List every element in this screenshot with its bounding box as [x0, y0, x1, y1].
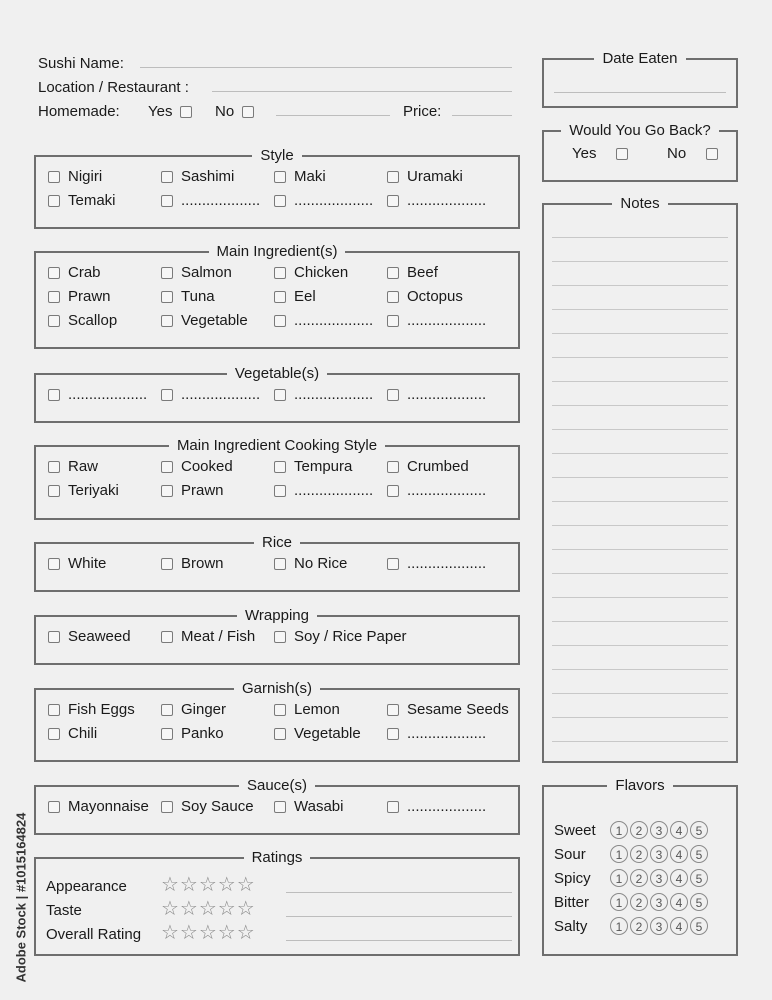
checkbox-icon[interactable]: [48, 485, 60, 497]
flavor-scale-circle[interactable]: 2: [630, 869, 648, 887]
rice-option[interactable]: [161, 554, 224, 574]
style-option[interactable]: [387, 191, 486, 211]
checkbox-icon[interactable]: [161, 267, 173, 279]
cooking-style-option-label: Teriyaki: [68, 482, 119, 499]
flavor-scale-circle[interactable]: 5: [690, 869, 708, 887]
main-ingredient-option-label: Prawn: [68, 288, 111, 305]
cooking-style-option-label: Crumbed: [407, 458, 469, 475]
checkbox-icon[interactable]: [387, 728, 399, 740]
flavor-scale-circle[interactable]: 2: [630, 845, 648, 863]
notes-line[interactable]: [552, 693, 728, 694]
notes-line[interactable]: [552, 285, 728, 286]
checkbox-icon[interactable]: [48, 267, 60, 279]
cooking-style-section: [34, 437, 520, 520]
flavor-scale-circle[interactable]: 3: [650, 821, 668, 839]
garnish-option[interactable]: [161, 700, 226, 720]
style-option-label: Maki: [294, 168, 326, 185]
notes-line[interactable]: [552, 381, 728, 382]
main-ingredient-option[interactable]: [48, 263, 101, 283]
checkbox-icon[interactable]: [387, 558, 399, 570]
style-option-label: Uramaki: [407, 168, 463, 185]
go-back-yes-label: Yes: [572, 145, 597, 162]
style-option[interactable]: [387, 167, 463, 187]
checkbox-icon[interactable]: [161, 558, 173, 570]
notes-line[interactable]: [552, 525, 728, 526]
cooking-style-option[interactable]: [161, 481, 224, 501]
star-rating-icons[interactable]: ☆☆☆☆☆: [161, 898, 256, 920]
checkbox-icon[interactable]: [274, 704, 286, 716]
main-ingredient-option-label: Eel: [294, 288, 316, 305]
rating-label: Overall Rating: [46, 926, 142, 943]
style-option-label: Temaki: [68, 192, 116, 209]
homemade-yes-label: Yes: [148, 103, 173, 120]
garnish-option[interactable]: [274, 700, 340, 720]
cooking-style-option[interactable]: [161, 457, 233, 477]
homemade-yes-option[interactable]: [148, 102, 200, 122]
style-option-label: ...................: [294, 192, 374, 209]
checkbox-icon[interactable]: [48, 728, 60, 740]
flavor-scale-circle[interactable]: 2: [630, 893, 648, 911]
flavor-scale-circle[interactable]: 3: [650, 869, 668, 887]
notes-line[interactable]: [552, 453, 728, 454]
checkbox-icon[interactable]: [274, 485, 286, 497]
price-field[interactable]: [452, 115, 512, 116]
checkbox-icon[interactable]: [387, 195, 399, 207]
go-back-yes-checkbox[interactable]: [616, 148, 628, 160]
garnish-option-label: ...................: [407, 725, 487, 742]
checkbox-icon[interactable]: [161, 291, 173, 303]
homemade-no-checkbox[interactable]: [242, 106, 254, 118]
main-ingredient-option[interactable]: [48, 287, 111, 307]
main-ingredient-option[interactable]: [387, 311, 486, 331]
garnish-option[interactable]: [161, 724, 224, 744]
checkbox-icon[interactable]: [387, 315, 399, 327]
checkbox-icon[interactable]: [48, 461, 60, 473]
garnish-option[interactable]: [387, 700, 509, 720]
flavors-section: [542, 777, 738, 956]
cooking-style-option[interactable]: [274, 457, 352, 477]
watermark: [6, 760, 28, 990]
checkbox-icon[interactable]: [161, 195, 173, 207]
date-eaten-section: [542, 50, 738, 108]
cooking-style-option-label: ...................: [294, 482, 374, 499]
checkbox-icon[interactable]: [48, 631, 60, 643]
main-ingredient-option-label: Beef: [407, 264, 438, 281]
checkbox-icon[interactable]: [161, 728, 173, 740]
location-field[interactable]: [212, 91, 512, 92]
cooking-style-option-label: Tempura: [294, 458, 353, 475]
sauce-option-label: Mayonnaise: [68, 798, 149, 815]
cooking-style-option[interactable]: [387, 481, 486, 501]
rating-comment-line[interactable]: [286, 892, 512, 893]
notes-line[interactable]: [552, 477, 728, 478]
main-ingredient-option[interactable]: [274, 287, 316, 307]
garnish-title: Garnish(s): [234, 680, 320, 697]
garnish-section: [34, 680, 520, 762]
rating-label: Taste: [46, 902, 82, 919]
flavor-scale-circle[interactable]: 5: [690, 845, 708, 863]
garnish-option-label: Lemon: [294, 701, 340, 718]
main-ingredient-option-label: Chicken: [294, 264, 349, 281]
notes-line[interactable]: [552, 357, 728, 358]
vegetable-option[interactable]: [274, 385, 373, 405]
flavor-scale-circle[interactable]: 2: [630, 917, 648, 935]
flavor-label: Sweet: [554, 822, 596, 839]
notes-line[interactable]: [552, 573, 728, 574]
sauce-option-label: Soy Sauce: [181, 798, 254, 815]
main-ingredient-option-label: Tuna: [181, 288, 215, 305]
checkbox-icon[interactable]: [48, 704, 60, 716]
main-ingredient-title: Main Ingredient(s): [209, 243, 346, 260]
flavor-scale-circle[interactable]: 1: [610, 821, 628, 839]
wrapping-option-label: Seaweed: [68, 628, 131, 645]
notes-line[interactable]: [552, 333, 728, 334]
flavor-scale-circle[interactable]: 1: [610, 917, 628, 935]
checkbox-icon[interactable]: [48, 801, 60, 813]
cooking-style-option[interactable]: [274, 481, 373, 501]
style-option[interactable]: [48, 191, 116, 211]
flavor-scale-circle[interactable]: 5: [690, 917, 708, 935]
rating-comment-line[interactable]: [286, 916, 512, 917]
go-back-no-checkbox[interactable]: [706, 148, 718, 160]
notes-line[interactable]: [552, 501, 728, 502]
flavor-label: Salty: [554, 918, 588, 935]
sauce-title: Sauce(s): [239, 777, 315, 794]
style-option[interactable]: [48, 167, 102, 187]
notes-line[interactable]: [552, 717, 728, 718]
sauce-option-label: ...................: [407, 798, 487, 815]
flavor-label: Sour: [554, 846, 586, 863]
sushi-name-label: Sushi Name:: [38, 55, 124, 72]
style-option[interactable]: [161, 167, 234, 187]
checkbox-icon[interactable]: [387, 801, 399, 813]
price-label: Price:: [403, 103, 442, 120]
flavor-scale-circle[interactable]: 1: [610, 845, 628, 863]
checkbox-icon[interactable]: [387, 485, 399, 497]
sauce-section: [34, 777, 520, 835]
rice-option[interactable]: [387, 554, 486, 574]
main-ingredient-option[interactable]: [387, 263, 438, 283]
flavor-scale-circle[interactable]: 4: [670, 917, 688, 935]
flavors-title: Flavors: [607, 777, 672, 794]
vegetable-option-label: ...................: [68, 386, 148, 403]
wrapping-section: [34, 607, 520, 665]
flavor-scale-circle[interactable]: 1: [610, 893, 628, 911]
rice-option-label: Brown: [181, 555, 224, 572]
location-label: Location / Restaurant :: [38, 79, 189, 96]
notes-line[interactable]: [552, 669, 728, 670]
checkbox-icon[interactable]: [48, 195, 60, 207]
checkbox-icon[interactable]: [274, 631, 286, 643]
checkbox-icon[interactable]: [161, 315, 173, 327]
wrapping-title: Wrapping: [237, 607, 317, 624]
garnish-option-label: Ginger: [181, 701, 227, 718]
notes-line[interactable]: [552, 261, 728, 262]
style-section: [34, 147, 520, 229]
flavor-scale-circle[interactable]: 2: [630, 821, 648, 839]
garnish-option-label: Sesame Seeds: [407, 701, 509, 718]
flavor-scale-circle[interactable]: 1: [610, 869, 628, 887]
checkbox-icon[interactable]: [161, 461, 173, 473]
cooking-style-option[interactable]: [387, 457, 469, 477]
style-option[interactable]: [274, 191, 373, 211]
garnish-option[interactable]: [48, 700, 135, 720]
style-title: Style: [252, 147, 301, 164]
cooking-style-option-label: Cooked: [181, 458, 233, 475]
star-rating-icons[interactable]: ☆☆☆☆☆: [161, 874, 256, 896]
rice-title: Rice: [254, 534, 300, 551]
main-ingredient-option-label: ...................: [294, 312, 374, 329]
style-option-label: ...................: [407, 192, 487, 209]
checkbox-icon[interactable]: [48, 315, 60, 327]
flavor-scale: [610, 893, 710, 911]
wrapping-option[interactable]: [161, 627, 255, 647]
main-ingredient-option-label: Vegetable: [181, 312, 248, 329]
rating-label: Appearance: [46, 878, 127, 895]
rice-section: [34, 534, 520, 592]
rating-comment-line[interactable]: [286, 940, 512, 941]
rice-option-label: ...................: [407, 555, 487, 572]
homemade-yes-checkbox[interactable]: [180, 106, 192, 118]
sauce-option[interactable]: [48, 797, 149, 817]
cooking-style-option-label: Raw: [68, 458, 99, 475]
sauce-option-label: Wasabi: [294, 798, 344, 815]
checkbox-icon[interactable]: [387, 389, 399, 401]
style-option-label: Sashimi: [181, 168, 235, 185]
style-option-label: Nigiri: [68, 168, 103, 185]
checkbox-icon[interactable]: [161, 704, 173, 716]
main-ingredient-section: [34, 243, 520, 349]
sushi-name-field[interactable]: [140, 67, 512, 68]
main-ingredient-option-label: ...................: [407, 312, 487, 329]
vegetable-option-label: ...................: [294, 386, 374, 403]
flavor-scale-circle[interactable]: 5: [690, 893, 708, 911]
notes-line[interactable]: [552, 405, 728, 406]
vegetable-option[interactable]: [387, 385, 486, 405]
homemade-line: [276, 115, 390, 116]
vegetable-option[interactable]: [48, 385, 147, 405]
flavor-scale-circle[interactable]: 4: [670, 893, 688, 911]
checkbox-icon[interactable]: [48, 171, 60, 183]
checkbox-icon[interactable]: [48, 291, 60, 303]
checkbox-icon[interactable]: [161, 631, 173, 643]
main-ingredient-option-label: Scallop: [68, 312, 118, 329]
checkbox-icon[interactable]: [48, 558, 60, 570]
flavor-scale-circle[interactable]: 4: [670, 869, 688, 887]
cooking-style-option[interactable]: [48, 457, 98, 477]
checkbox-icon[interactable]: [387, 704, 399, 716]
main-ingredient-option-label: Crab: [68, 264, 101, 281]
sauce-option[interactable]: [161, 797, 254, 817]
go-back-no-label: No: [667, 145, 687, 162]
checkbox-icon[interactable]: [161, 171, 173, 183]
checkbox-icon[interactable]: [161, 485, 173, 497]
go-back-title: Would You Go Back?: [561, 122, 719, 139]
ratings-title: Ratings: [244, 849, 311, 866]
checkbox-icon[interactable]: [387, 267, 399, 279]
sauce-option[interactable]: [387, 797, 486, 817]
homemade-no-option[interactable]: [215, 102, 262, 122]
garnish-option[interactable]: [274, 724, 361, 744]
style-option[interactable]: [274, 167, 326, 187]
flavor-label: Spicy: [554, 870, 591, 887]
vegetable-section: [34, 365, 520, 423]
garnish-option[interactable]: [387, 724, 486, 744]
flavor-scale-circle[interactable]: 4: [670, 845, 688, 863]
rice-option-label: White: [68, 555, 107, 572]
garnish-option-label: Panko: [181, 725, 224, 742]
checkbox-icon[interactable]: [274, 315, 286, 327]
cooking-style-option[interactable]: [48, 481, 119, 501]
notes-line[interactable]: [552, 645, 728, 646]
style-option-label: ...................: [181, 192, 261, 209]
flavor-scale-circle[interactable]: 3: [650, 917, 668, 935]
wrapping-option-label: Soy / Rice Paper: [294, 628, 407, 645]
wrapping-option[interactable]: [48, 627, 131, 647]
notes-section: [542, 195, 738, 763]
wrapping-option[interactable]: [274, 627, 407, 647]
checkbox-icon[interactable]: [274, 389, 286, 401]
wrapping-option-label: Meat / Fish: [181, 628, 256, 645]
main-ingredient-option-label: Salmon: [181, 264, 232, 281]
homemade-no-label: No: [215, 103, 235, 120]
checkbox-icon[interactable]: [48, 389, 60, 401]
checkbox-icon[interactable]: [161, 389, 173, 401]
rice-option[interactable]: [48, 554, 106, 574]
vegetable-option[interactable]: [161, 385, 260, 405]
notes-line[interactable]: [552, 549, 728, 550]
sauce-option[interactable]: [274, 797, 343, 817]
garnish-option-label: Chili: [68, 725, 98, 742]
main-ingredient-option[interactable]: [161, 311, 248, 331]
cooking-style-option-label: Prawn: [181, 482, 224, 499]
style-option[interactable]: [161, 191, 260, 211]
notes-line[interactable]: [552, 621, 728, 622]
flavor-scale: [610, 845, 710, 863]
flavor-scale-circle[interactable]: 3: [650, 893, 668, 911]
vegetable-option-label: ...................: [181, 386, 261, 403]
go-back-yes-option[interactable]: [572, 144, 636, 164]
main-ingredient-option[interactable]: [387, 287, 463, 307]
rice-option[interactable]: [274, 554, 347, 574]
watermark-text: Adobe Stock | #1015164824: [13, 812, 29, 983]
flavor-scale-circle[interactable]: 3: [650, 845, 668, 863]
cooking-style-title: Main Ingredient Cooking Style: [169, 437, 385, 454]
notes-line[interactable]: [552, 597, 728, 598]
checkbox-icon[interactable]: [387, 291, 399, 303]
notes-line[interactable]: [552, 309, 728, 310]
flavor-scale: [610, 869, 710, 887]
go-back-no-option[interactable]: [667, 144, 726, 164]
checkbox-icon[interactable]: [274, 728, 286, 740]
checkbox-icon[interactable]: [161, 801, 173, 813]
main-ingredient-option-label: Octopus: [407, 288, 463, 305]
notes-line[interactable]: [552, 237, 728, 238]
flavor-scale-circle[interactable]: 4: [670, 821, 688, 839]
go-back-section: [542, 122, 738, 182]
checkbox-icon[interactable]: [274, 291, 286, 303]
checkbox-icon[interactable]: [274, 195, 286, 207]
date-eaten-title: Date Eaten: [594, 50, 685, 67]
flavor-scale: [610, 917, 710, 935]
main-ingredient-option[interactable]: [161, 263, 232, 283]
flavor-label: Bitter: [554, 894, 590, 911]
vegetable-option-label: ...................: [407, 386, 487, 403]
garnish-option[interactable]: [48, 724, 97, 744]
checkbox-icon[interactable]: [274, 267, 286, 279]
cooking-style-option-label: ...................: [407, 482, 487, 499]
checkbox-icon[interactable]: [387, 461, 399, 473]
vegetable-title: Vegetable(s): [227, 365, 327, 382]
main-ingredient-option[interactable]: [48, 311, 117, 331]
main-ingredient-option[interactable]: [274, 311, 373, 331]
notes-line[interactable]: [552, 429, 728, 430]
checkbox-icon[interactable]: [274, 461, 286, 473]
checkbox-icon[interactable]: [274, 171, 286, 183]
checkbox-icon[interactable]: [274, 801, 286, 813]
flavor-scale-circle[interactable]: 5: [690, 821, 708, 839]
homemade-label: Homemade:: [38, 103, 120, 120]
star-rating-icons[interactable]: ☆☆☆☆☆: [161, 922, 256, 944]
checkbox-icon[interactable]: [274, 558, 286, 570]
main-ingredient-option[interactable]: [274, 263, 348, 283]
ratings-section: [34, 849, 520, 956]
rice-option-label: No Rice: [294, 555, 348, 572]
flavor-scale: [610, 821, 710, 839]
checkbox-icon[interactable]: [387, 171, 399, 183]
garnish-option-label: Vegetable: [294, 725, 361, 742]
garnish-option-label: Fish Eggs: [68, 701, 135, 718]
date-eaten-field[interactable]: [554, 92, 726, 93]
notes-title: Notes: [612, 195, 667, 212]
main-ingredient-option[interactable]: [161, 287, 215, 307]
notes-line[interactable]: [552, 741, 728, 742]
